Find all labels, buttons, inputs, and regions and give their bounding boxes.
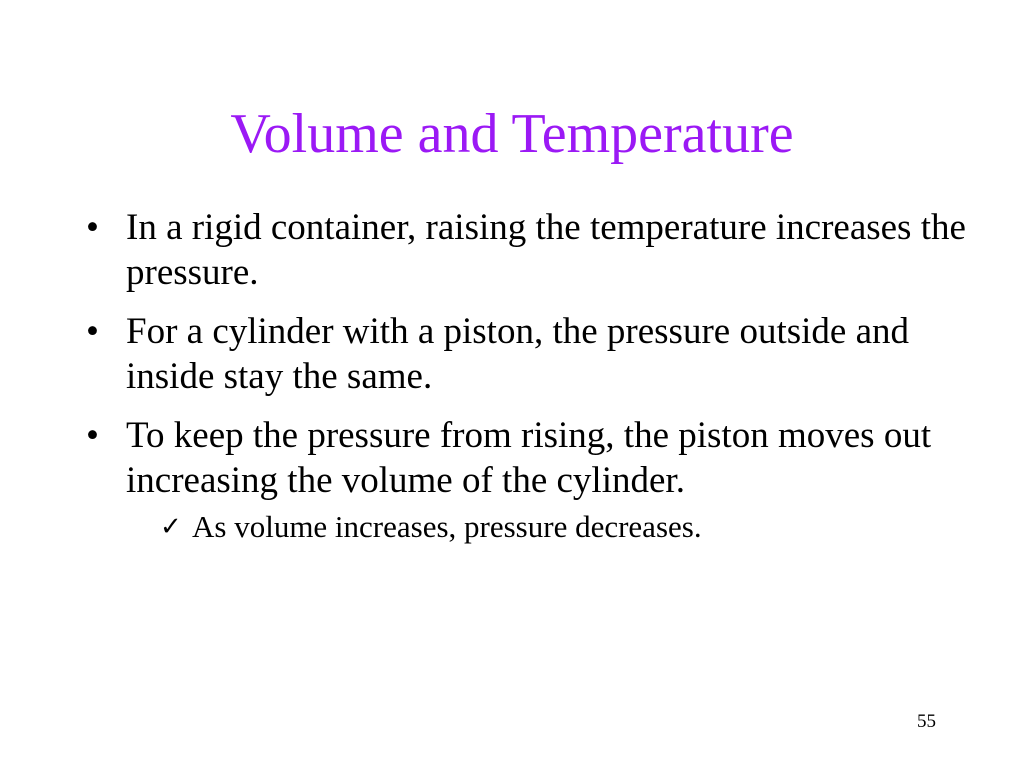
bullet-text: In a rigid container, raising the temperature increases the pressure. <box>126 207 966 293</box>
bullet-text: For a cylinder with a piston, the pressure outside and inside stay the same. <box>126 311 909 397</box>
bullet-list <box>86 205 966 547</box>
sub-bullet-text: As volume increases, pressure decreases. <box>192 509 702 544</box>
page-number: 55 <box>917 711 936 732</box>
bullet-item <box>86 413 966 503</box>
bullet-item <box>86 309 966 399</box>
bullet-marker: • <box>86 311 99 352</box>
bullet-text: To keep the pressure from rising, the piston moves out increasing the volume of the cylinder. <box>126 415 932 501</box>
sub-bullet-item <box>160 507 966 547</box>
bullet-marker: • <box>86 207 99 248</box>
check-icon: ✓ <box>160 512 182 542</box>
slide-title: Volume and Temperature <box>230 103 794 165</box>
bullet-item <box>86 205 966 295</box>
bullet-marker: • <box>86 415 99 456</box>
